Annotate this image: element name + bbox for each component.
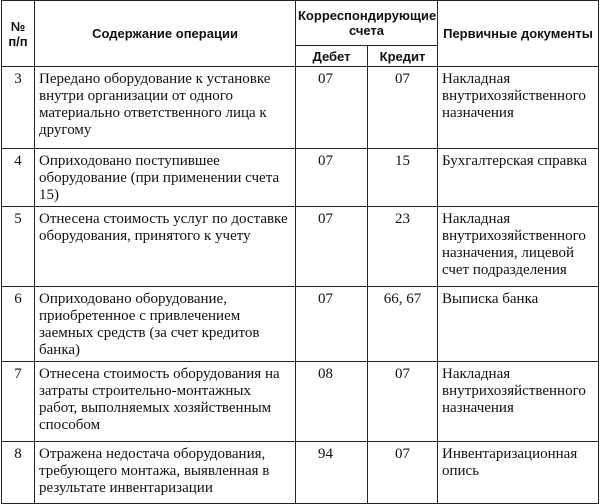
row-num: 5 xyxy=(2,207,35,287)
row-num: 8 xyxy=(2,442,35,504)
row-debit: 07 xyxy=(296,207,368,287)
header-credit-text: Кредит xyxy=(379,48,426,64)
header-num-text: № п/п xyxy=(8,18,28,49)
row-docs: Накладная внутрихозяйственного назначения xyxy=(438,67,599,149)
row-content: Отражена недостача оборудования, требующего монтажа, выявленная в результате инвентаризации xyxy=(35,442,296,504)
row-credit: 07 xyxy=(368,442,438,504)
row-content: Отнесена стоимость услуг по доставке оборудования, принятого к учету xyxy=(35,207,296,287)
header-accounts-text: Корреспондирующие счета xyxy=(298,8,437,38)
table-row xyxy=(2,362,599,442)
table-row xyxy=(2,149,599,207)
row-content: Отнесена стоимость оборудования на затраты строительно-монтажных работ, выполняемых хозяйственным способом xyxy=(35,362,296,442)
row-credit: 15 xyxy=(368,149,438,207)
header-num xyxy=(2,1,35,67)
table-row xyxy=(2,67,599,149)
table-header-row xyxy=(2,1,599,46)
header-debit-text: Дебет xyxy=(312,48,351,64)
row-docs: Бухгалтерская справка xyxy=(438,149,599,207)
header-docs xyxy=(438,1,599,67)
row-content: Передано оборудование к установке внутри организации от одного материально ответственного лица к другому xyxy=(35,67,296,149)
row-debit: 08 xyxy=(296,362,368,442)
row-num: 3 xyxy=(2,67,35,149)
row-credit: 07 xyxy=(368,362,438,442)
header-content xyxy=(35,1,296,67)
header-credit xyxy=(368,46,438,67)
row-credit: 23 xyxy=(368,207,438,287)
header-accounts xyxy=(296,1,438,46)
row-docs: Выписка банка xyxy=(438,287,599,362)
row-debit: 07 xyxy=(296,149,368,207)
row-content: Оприходовано поступившее оборудование (при применении счета 15) xyxy=(35,149,296,207)
row-num: 7 xyxy=(2,362,35,442)
table-row xyxy=(2,287,599,362)
row-credit: 66, 67 xyxy=(368,287,438,362)
operations-table xyxy=(1,0,599,504)
row-content: Оприходовано оборудование, приобретенное с привлечением заемных средств (за счет кредитов банка) xyxy=(35,287,296,362)
header-docs-text: Первичные документы xyxy=(443,26,593,41)
row-num: 4 xyxy=(2,149,35,207)
table-row xyxy=(2,207,599,287)
row-docs: Накладная внутрихозяйственного назначения, лицевой счет подразделения xyxy=(438,207,599,287)
row-debit: 07 xyxy=(296,67,368,149)
row-docs: Инвентаризационная опись xyxy=(438,442,599,504)
row-credit: 07 xyxy=(368,67,438,149)
header-content-text: Содержание операции xyxy=(92,26,238,41)
row-docs: Накладная внутрихозяйственного назначения xyxy=(438,362,599,442)
header-debit xyxy=(296,46,368,67)
row-debit: 07 xyxy=(296,287,368,362)
row-debit: 94 xyxy=(296,442,368,504)
row-num: 6 xyxy=(2,287,35,362)
